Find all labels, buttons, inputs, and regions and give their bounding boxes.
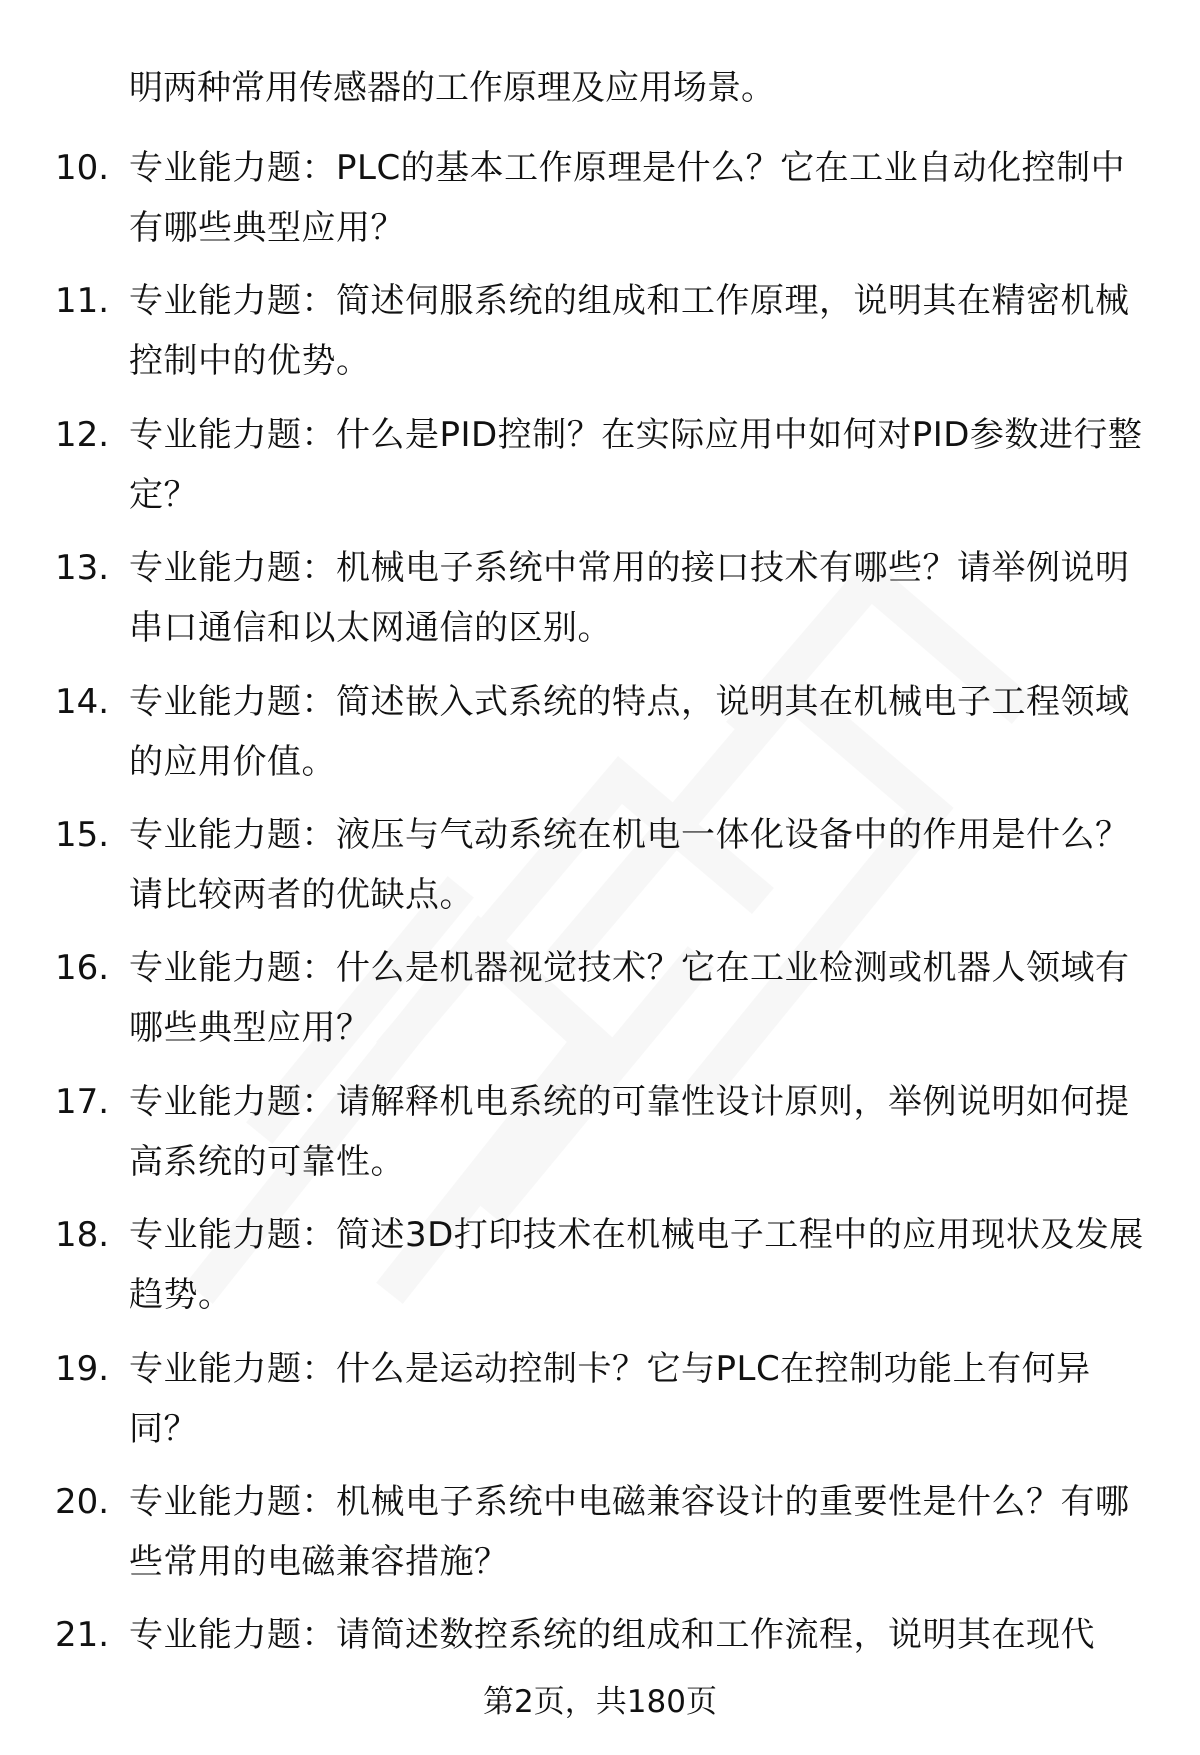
question-text: 专业能力题：PLC的基本工作原理是什么？它在工业自动化控制中有哪些典型应用？ — [129, 148, 1126, 248]
question-number: 20. — [55, 1481, 110, 1522]
question-text: 专业能力题：机械电子系统中常用的接口技术有哪些？请举例说明串口通信和以太网通信的区别。 — [129, 548, 1130, 649]
question-item — [0, 138, 1200, 271]
question-number: 16. — [55, 948, 110, 989]
question-number: 19. — [55, 1348, 110, 1389]
question-text: 专业能力题：请简述数控系统的组成和工作流程，说明其在现代 — [129, 1615, 1095, 1656]
question-item — [0, 1472, 1200, 1605]
question-text: 专业能力题：简述3D打印技术在机械电子工程中的应用现状及发展趋势。 — [129, 1215, 1144, 1316]
question-number: 21. — [55, 1615, 110, 1656]
question-text: 专业能力题：液压与气动系统在机电一体化设备中的作用是什么？请比较两者的优缺点。 — [129, 814, 1130, 915]
page-footer: 第2页，共180页 — [483, 1684, 717, 1720]
question-number: 10. — [55, 148, 110, 188]
question-text: 专业能力题：请解释机电系统的可靠性设计原则，举例说明如何提高系统的可靠性。 — [129, 1081, 1130, 1182]
question-item — [0, 1072, 1200, 1205]
question-text: 专业能力题：机械电子系统中电磁兼容设计的重要性是什么？有哪些常用的电磁兼容措施？ — [129, 1481, 1130, 1582]
question-text: 专业能力题：什么是机器视觉技术？它在工业检测或机器人领域有哪些典型应用？ — [129, 948, 1130, 1049]
question-item — [0, 672, 1200, 805]
question-number: 18. — [55, 1215, 110, 1256]
question-number: 15. — [55, 814, 110, 855]
question-item — [0, 538, 1200, 671]
question-item — [0, 1339, 1200, 1472]
continued-question-text: 明两种常用传感器的工作原理及应用场景。 — [129, 68, 775, 108]
question-item — [0, 1205, 1200, 1338]
question-item — [0, 805, 1200, 938]
question-number: 13. — [55, 548, 110, 589]
question-text: 专业能力题：什么是PID控制？在实际应用中如何对PID参数进行整定？ — [129, 414, 1143, 515]
question-text: 专业能力题：简述伺服系统的组成和工作原理，说明其在精密机械控制中的优势。 — [129, 281, 1130, 382]
question-item — [0, 271, 1200, 404]
question-number: 11. — [55, 281, 110, 322]
question-text: 专业能力题：什么是运动控制卡？它与PLC在控制功能上有何异同？ — [129, 1348, 1091, 1449]
question-item — [0, 405, 1200, 538]
question-item — [0, 938, 1200, 1071]
question-number: 14. — [55, 681, 110, 722]
question-number: 17. — [55, 1081, 110, 1122]
question-list — [0, 138, 1200, 1739]
question-text: 专业能力题：简述嵌入式系统的特点，说明其在机械电子工程领域的应用价值。 — [129, 681, 1130, 782]
question-number: 12. — [55, 414, 110, 455]
